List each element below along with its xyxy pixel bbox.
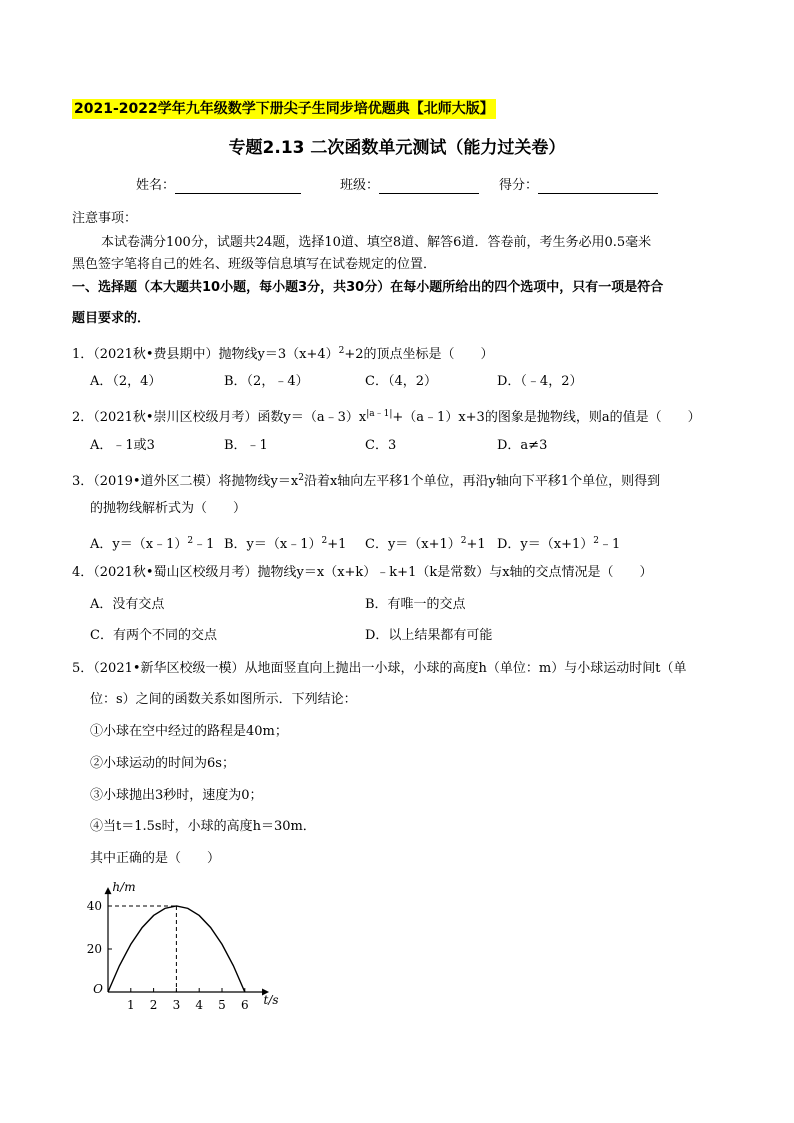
score-blank xyxy=(538,179,658,194)
series-banner: 2021-2022学年九年级数学下册尖子生同步培优题典【北师大版】 xyxy=(74,101,494,117)
q4-option-a: A．没有交点 xyxy=(90,597,165,612)
q2-stem: 2．（2021秋•崇川区校级月考）函数$y=(a﹣3)x^{|a﹣1|}+(a﹣1)x+3$的图象是抛物线，则a的值是（ ） xyxy=(72,409,701,425)
origin-label: O xyxy=(93,982,103,996)
score-field xyxy=(499,178,658,194)
notice-line-1: 本试卷满分100分，试题共24题，选择10道、填空8道、解答6道．答卷前，考生务必用0.5毫米 xyxy=(101,235,652,250)
x-tick-label: 6 xyxy=(240,998,249,1012)
q4-option-d: D．以上结果都有可能 xyxy=(365,628,493,643)
q5-ask: 其中正确的是（ ） xyxy=(90,851,221,866)
notice-heading: 注意事项： xyxy=(72,211,138,226)
class-blank xyxy=(379,179,479,194)
q5-conclusion-3: ③小球抛出3秒时，速度为0； xyxy=(90,788,263,803)
x-tick-label: 5 xyxy=(218,998,226,1012)
q5-conclusion-2: ②小球运动的时间为6s； xyxy=(90,756,235,771)
q3-stem: 3．（2019•道外区二模）将抛物线$y=x^2$沿着x轴向左平移1个单位，再沿y轴向下平移1个单位，则得到 xyxy=(72,473,661,489)
q5-conclusion-1: ①小球在空中经过的路程是40m； xyxy=(90,724,288,739)
y-tick-label: 20 xyxy=(86,942,102,956)
q4-stem: 4．（2021秋•蜀山区校级月考）抛物线y＝x（x+k）﹣k+1（k是常数）与x轴的交点情况是（ ） xyxy=(72,565,653,580)
q1-stem: 1．（2021秋•费县期中）抛物线$y=3(x+4)^2+2$的顶点坐标是（ ） xyxy=(72,346,494,362)
q1-option-c: C．（4，2） xyxy=(365,374,437,389)
y-tick-label: 40 xyxy=(86,899,102,913)
q2-option-d: D．a≠3 xyxy=(497,438,548,453)
page-title: 专题2.13 二次函数单元测试（能力过关卷） xyxy=(228,138,566,158)
q2-option-a: A．﹣1或3 xyxy=(90,438,155,453)
q1-option-d: D．（﹣4，2） xyxy=(497,374,583,389)
x-tick-label: 1 xyxy=(126,998,135,1012)
section-heading-1: 一、选择题（本大题共10小题，每小题3分，共30分）在每小题所给出的四个选项中，只有一项是符合 xyxy=(72,280,664,295)
q1-option-b: B．（2，﹣4） xyxy=(224,374,309,389)
q5-stem-1: 5．（2021•新华区校级一模）从地面竖直向上抛出一小球，小球的高度h（单位：m）与小球运动时间t（单 xyxy=(72,661,687,676)
x-tick-label: 2 xyxy=(149,998,158,1012)
q4-option-c: C．有两个不同的交点 xyxy=(90,628,217,643)
q2-option-c: C．3 xyxy=(365,438,397,453)
height-time-chart xyxy=(84,878,294,1018)
notice-line-2: 黑色签字笔将自己的姓名、班级等信息填写在试卷规定的位置． xyxy=(72,257,437,272)
y-axis-arrow xyxy=(105,887,112,894)
section-heading-2: 题目要求的． xyxy=(72,311,151,326)
q5-conclusion-4: ④当t＝1.5s时，小球的高度h＝30m． xyxy=(90,819,316,834)
q3-option-b: B．y＝（x﹣1）$^2$+1 xyxy=(224,536,347,552)
name-field xyxy=(136,178,301,194)
x-axis-label: t/s xyxy=(263,993,279,1007)
class-label: 班级： xyxy=(340,178,380,193)
q3-option-c: C．$y=(x+1)^2+1$ xyxy=(365,536,486,552)
x-tick-label: 3 xyxy=(172,998,181,1012)
score-label: 得分： xyxy=(499,178,539,193)
name-label: 姓名： xyxy=(136,178,176,193)
q3-option-a: A．y＝（x﹣1）$^2$﹣1 xyxy=(90,536,215,552)
y-axis-label: h/m xyxy=(112,880,136,895)
x-tick-label: 4 xyxy=(195,998,204,1012)
q3-stem-2: 的抛物线解析式为（ ） xyxy=(90,501,247,516)
q1-option-a: A．（2，4） xyxy=(90,374,162,389)
q3-option-d: D．$y=(x+1)^2﹣1$ xyxy=(497,536,621,552)
name-blank xyxy=(175,179,301,194)
q4-option-b: B．有唯一的交点 xyxy=(365,597,466,612)
q5-stem-2: 位：s）之间的函数关系如图所示．下列结论： xyxy=(90,692,357,707)
class-field xyxy=(340,178,479,194)
q2-option-b: B．﹣1 xyxy=(224,438,268,453)
